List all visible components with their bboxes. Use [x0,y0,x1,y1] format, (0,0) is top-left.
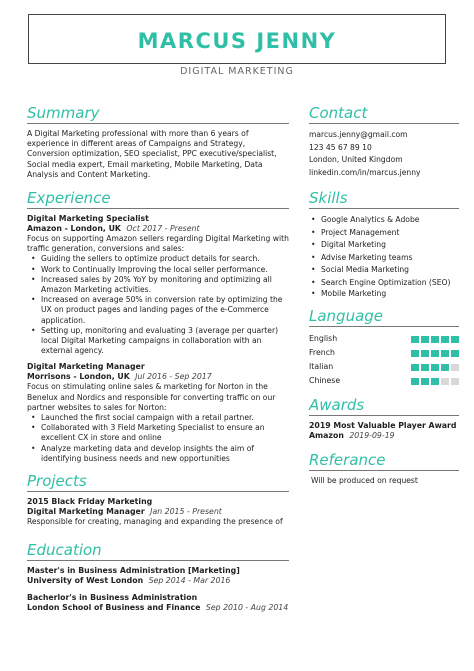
reference-title: Referance [309,451,459,471]
level-dot-filled [411,350,419,357]
language-row [309,332,459,346]
level-dot-filled [411,336,419,343]
summary-section [27,104,289,180]
education-dates: Sep 2010 - Aug 2014 [205,603,289,613]
language-row [309,360,459,374]
education-section [27,541,289,613]
project-name: 2015 Black Friday Marketing [27,497,153,507]
education-school-line [27,576,289,586]
contact-section [309,104,459,179]
subtitle-text: DIGITAL MARKETING [172,66,302,77]
level-dot-filled [441,350,449,357]
job-bullet: • Increased on average 50% in conversion rate by optimizing the UX on product pages and landing pages of the e-Commerce application. [31,295,289,326]
skill-item: • Social Media Marketing [311,264,459,277]
awards-section [309,396,459,441]
job-company-line [27,224,289,234]
language-title: Language [309,307,459,327]
job-company-line [27,372,289,382]
job-bullet: • Setting up, monitoring and evaluating 3 (average per quarter) local Digital Marketing campaigns in collaboration with an external agency. [31,326,289,357]
language-level [411,350,459,357]
job-bullet: • Work to Continually Improving the local seller performance. [31,265,289,275]
left-column [27,104,289,613]
contact-phone: 123 45 67 89 10 [309,142,372,152]
experience-section [27,189,289,464]
level-dot-empty [451,364,459,371]
level-dot-filled [431,350,439,357]
language-name: English [309,333,338,343]
job-entry [27,362,289,464]
level-dot-filled [431,364,439,371]
level-dot-filled [451,350,459,357]
summary-text: A Digital Marketing professional with more than 6 years of experience in different areas of Campaigns and Strategy, Conversion optimization, SEO specialist, PPC executive/specialist, Social media expert, Email marketing, Mobile Marketing, Data Analysis and Content Marketing. [27,129,277,179]
job-bullets [31,254,289,356]
job-dates: Jul 2016 - Sep 2017 [135,372,212,382]
education-school-line [27,603,289,613]
award-name: 2019 Most Valuable Player Award [309,421,457,430]
language-row [309,374,459,388]
skill-item: • Search Engine Optimization (SEO) [311,277,459,288]
reference-section [309,451,459,486]
contact-linkedin[interactable]: linkedin.com/in/marcus.jenny [309,167,421,177]
award-org: Amazon [309,431,344,440]
level-dot-filled [441,336,449,343]
job-entry [27,214,289,356]
candidate-name: MARCUS JENNY [137,29,337,53]
job-company: Amazon - London, UK [27,224,121,234]
contact-email[interactable]: marcus.jenny@gmail.com [309,130,408,139]
job-intro: Focus on supporting Amazon sellers regarding Digital Marketing with traffic generation, conversions and sales: [27,234,289,254]
award-org-line [309,431,459,441]
level-dot-filled [411,378,419,385]
skills-list [311,214,459,300]
level-dot-filled [411,364,419,371]
level-dot-filled [441,364,449,371]
skill-item: • Project Management [311,227,459,240]
job-dates: Oct 2017 - Present [126,224,200,234]
projects-title: Projects [27,472,289,492]
job-bullet: • Collaborated with 3 Field Marketing Specialist to ensure an excellent CX in store and online [31,423,289,443]
reference-text: Will be produced on request [311,476,418,485]
job-bullets [31,413,289,464]
language-name: Chinese [309,375,341,385]
job-intro: Focus on stimulating online sales & marketing for Norton in the Benelux and Nordics and responsible for converting traffic on our partner websites to sales for Norton: [27,382,276,412]
skill-item: • Advise Marketing teams [311,252,459,265]
education-school: London School of Business and Finance [27,603,201,613]
job-company: Morrisons - London, UK [27,372,130,382]
project-text: Responsible for creating, managing and expanding the presence of [27,517,283,527]
language-level [411,378,459,385]
education-entry [27,593,289,613]
education-degree: Bacherlor's in Business Administration [27,593,198,603]
right-column [309,104,459,486]
skill-item: • Google Analytics & Adobe [311,214,459,227]
level-dot-empty [451,378,459,385]
level-dot-filled [421,336,429,343]
summary-title: Summary [27,104,289,124]
language-name: French [309,347,335,357]
projects-section [27,472,289,527]
project-role-line [27,507,289,517]
skills-title: Skills [309,189,459,209]
language-list [309,332,459,388]
skill-item: • Digital Marketing [311,239,459,252]
level-dot-empty [441,378,449,385]
contact-location: London, United Kingdom [309,155,403,164]
job-bullet: • Guiding the sellers to optimize product details for search. [31,254,289,264]
job-role: Digital Marketing Manager [27,362,145,372]
language-level [411,364,459,371]
education-school: University of West London [27,576,144,586]
level-dot-filled [421,350,429,357]
awards-title: Awards [309,396,459,416]
education-title: Education [27,541,289,561]
job-bullet: • Analyze marketing data and develop insights the aim of identifying business needs and new opportunities [31,444,289,464]
level-dot-filled [451,336,459,343]
level-dot-filled [431,378,439,385]
job-role: Digital Marketing Specialist [27,214,149,224]
award-date: 2019-09-19 [349,431,395,440]
language-level [411,336,459,343]
project-dates: Jan 2015 - Present [150,507,222,517]
contact-title: Contact [309,104,459,124]
skill-item: • Mobile Marketing [311,288,459,301]
project-role: Digital Marketing Manager [27,507,145,517]
education-degree: Master's in Business Administration [Marketing] [27,566,240,576]
skills-section [309,189,459,300]
education-dates: Sep 2014 - Mar 2016 [148,576,231,586]
job-bullet: • Launched the first social campaign with a retail partner. [31,413,289,423]
language-section [309,307,459,388]
level-dot-filled [421,378,429,385]
level-dot-filled [431,336,439,343]
level-dot-filled [421,364,429,371]
language-name: Italian [309,361,334,371]
experience-title: Experience [27,189,289,209]
candidate-subtitle [0,66,474,77]
education-entry [27,566,289,586]
language-row [309,346,459,360]
job-bullet: • Increased sales by 20% YoY by monitoring and optimizing all Amazon Marketing activities. [31,275,289,295]
